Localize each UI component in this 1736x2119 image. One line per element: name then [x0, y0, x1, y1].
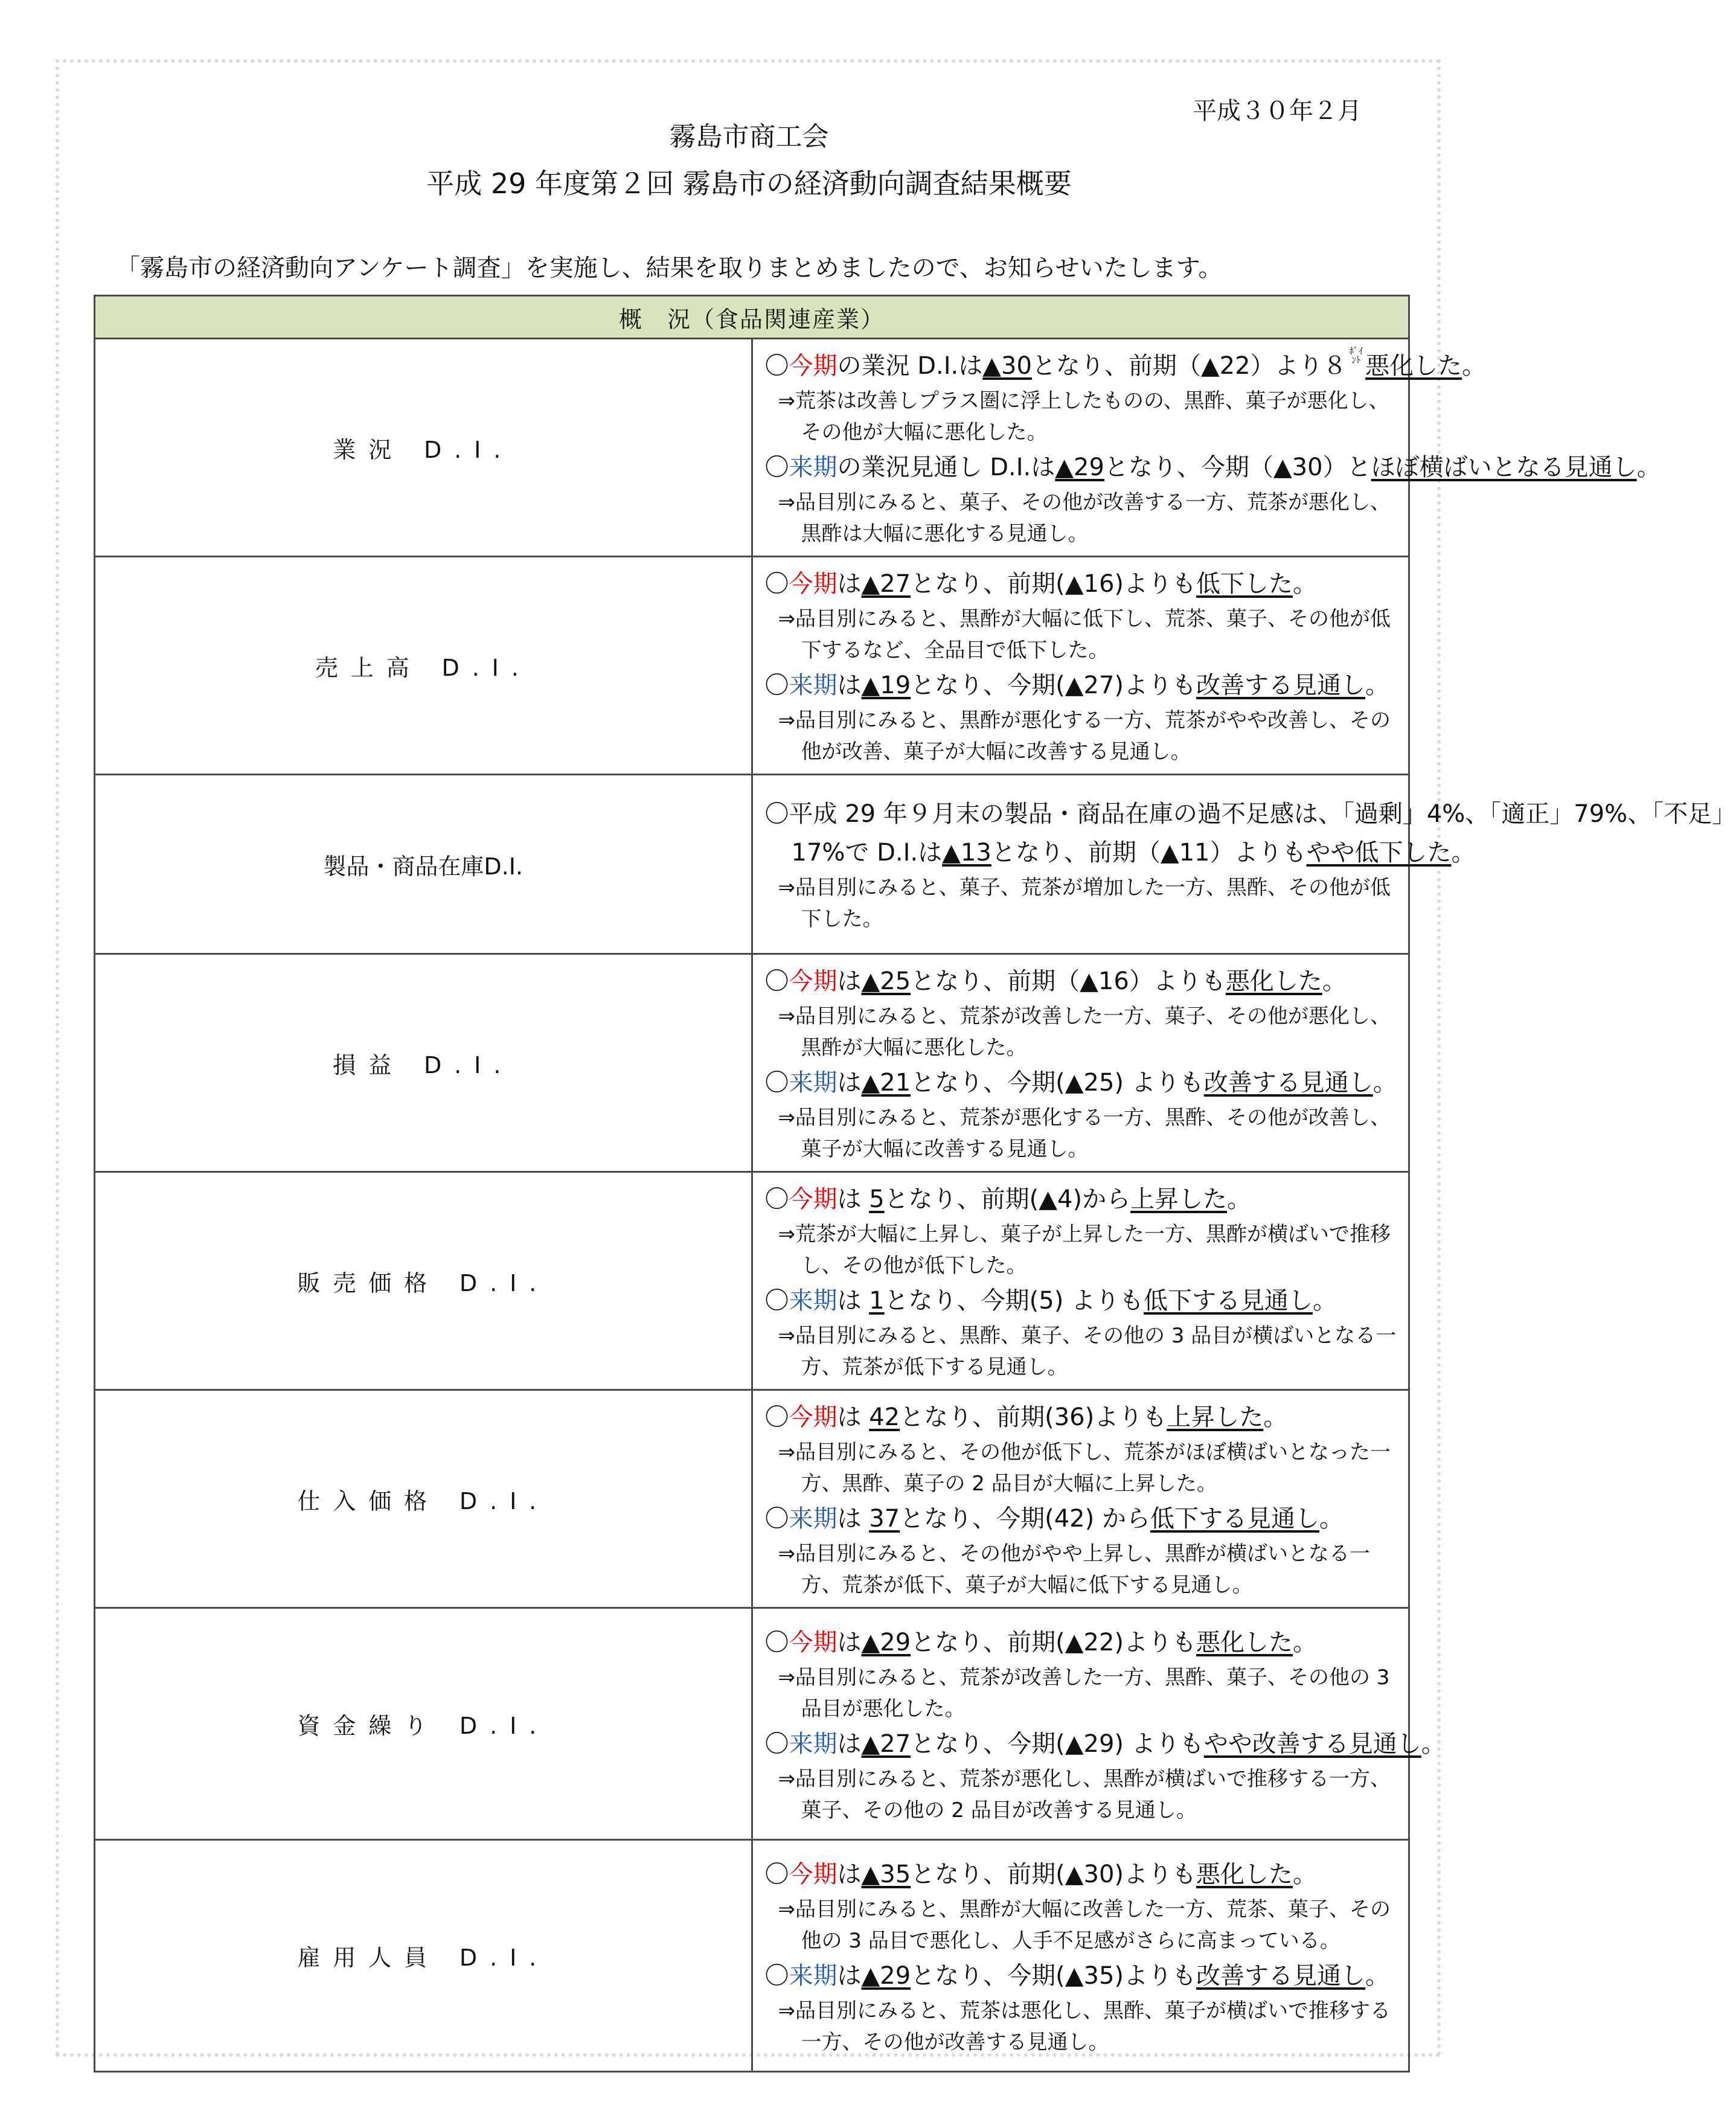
current-period-line: 〇今期は 5となり、前期(▲4)から上昇した。 [764, 1185, 1252, 1213]
next-period-detail: ⇒品目別にみると、菓子、その他が改善する一方、荒茶が悪化し、黒酢は大幅に悪化する見通し。 [778, 490, 1391, 546]
current-period-detail: ⇒品目別にみると、黒酢が大幅に改善した一方、荒茶、菓子、その他の 3 品目で悪化し、人手不足感がさらに高まっている。 [778, 1897, 1391, 1953]
points-unit: ﾎﾟｲ ﾝﾄ [1349, 345, 1363, 365]
inventory-line-2: 17%で D.I.は▲13となり、前期（▲11）よりもやや低下した。 [791, 839, 1476, 867]
row-label: 業況 D.I. [95, 339, 752, 557]
inventory-line-1: 〇平成 29 年９月末の製品・商品在庫の過不足感は、「過剰」4%、「適正」79%、「不足」 [764, 800, 1736, 828]
current-period-detail: ⇒品目別にみると、荒茶が改善した一方、黒酢、菓子、その他の 3 品目が悪化した。 [778, 1665, 1390, 1721]
table-row [95, 775, 1409, 954]
current-period-line: 〇今期は▲25となり、前期（▲16）よりも悪化した。 [764, 967, 1347, 995]
row-label: 売上高 D.I. [95, 557, 752, 775]
next-period-line: 〇来期は 1となり、今期(5) よりも低下する見通し。 [764, 1287, 1337, 1315]
row-label: 販売価格 D.I. [95, 1172, 752, 1390]
next-period-detail: ⇒品目別にみると、荒茶が悪化する一方、黒酢、その他が改善し、菓子が大幅に改善する見通し。 [778, 1106, 1391, 1161]
row-label: 資金繰り D.I. [95, 1608, 752, 1840]
table-row [95, 557, 1409, 775]
next-period-line: 〇来期は▲29となり、今期(▲35)よりも改善する見通し。 [764, 1961, 1390, 1990]
organization-name: 霧島市商工会 [669, 121, 829, 152]
table-header: 概 況（食品関連産業） [95, 296, 1409, 339]
table-row [95, 954, 1409, 1172]
table-header-row [95, 296, 1409, 339]
next-period-detail: ⇒品目別にみると、荒茶が悪化し、黒酢が横ばいで推移する一方、菓子、その他の 2 品目が改善する見通し。 [778, 1766, 1391, 1822]
next-period-line: 〇来期は▲19となり、今期(▲27)よりも改善する見通し。 [764, 672, 1390, 699]
table-row [95, 1390, 1409, 1608]
page-title: 平成 29 年度第２回 霧島市の経済動向調査結果概要 [426, 167, 1072, 200]
row-content [752, 1390, 1409, 1608]
current-period-detail: ⇒品目別にみると、黒酢が大幅に低下し、荒茶、菓子、その他が低下するなど、全品目で低下した。 [778, 607, 1391, 662]
current-period-detail: ⇒荒茶は改善しプラス圏に浮上したものの、黒酢、菓子が悪化し、その他が大幅に悪化した。 [778, 389, 1389, 444]
row-content [752, 1172, 1409, 1390]
row-content [752, 775, 1736, 954]
row-label: 製品・商品在庫D.I. [95, 775, 752, 954]
current-period-line: 〇今期は 42となり、前期(36)よりも上昇した。 [764, 1403, 1288, 1431]
current-period-line: 〇今期は▲27となり、前期(▲16)よりも低下した。 [764, 570, 1318, 598]
row-content [752, 1840, 1409, 2072]
table-row [95, 1172, 1409, 1390]
next-period-detail: ⇒品目別にみると、黒酢、菓子、その他の 3 品目が横ばいとなる一方、荒茶が低下する見通し。 [778, 1324, 1397, 1379]
row-label: 損益 D.I. [95, 954, 752, 1172]
current-period-line: 〇今期は▲29となり、前期(▲22)よりも悪化した。 [764, 1628, 1318, 1656]
table-row [95, 1840, 1409, 2072]
next-period-detail: ⇒品目別にみると、その他がやや上昇し、黒酢が横ばいとなる一方、荒茶が低下、菓子が大幅に低下する見通し。 [778, 1542, 1370, 1597]
row-content [752, 557, 1409, 775]
current-period-detail: ⇒品目別にみると、荒茶が改善した一方、菓子、その他が悪化し、黒酢が大幅に悪化した。 [778, 1004, 1391, 1060]
report-date: 平成３０年２月 [1193, 97, 1362, 125]
row-label: 仕入価格 D.I. [95, 1390, 752, 1608]
next-period-detail: ⇒品目別にみると、荒茶は悪化し、黒酢、菓子が横ばいで推移する一方、その他が改善する見通し。 [778, 1998, 1391, 2054]
next-period-line: 〇来期は▲27となり、今期(▲29) よりもやや改善する見通し。 [764, 1730, 1446, 1758]
next-period-detail: ⇒品目別にみると、黒酢が悪化する一方、荒茶がやや改善し、その他が改善、菓子が大幅に改善する見通し。 [778, 708, 1391, 764]
row-label: 雇用人員 D.I. [95, 1840, 752, 2072]
summary-table [94, 295, 1736, 2073]
row-content [752, 954, 1409, 1172]
next-period-line: 〇来期は 37となり、今期(42) から低下する見通し。 [764, 1505, 1344, 1533]
current-period-detail: ⇒荒茶が大幅に上昇し、菓子が上昇した一方、黒酢が横ばいで推移し、その他が低下した。 [778, 1222, 1391, 1278]
next-period-line: 〇来期の業況見通し D.I.は▲29となり、今期（▲30）とほぼ横ばいとなる見通し。 [764, 454, 1661, 481]
intro-text: 「霧島市の経済動向アンケート調査」を実施し、結果を取りまとめましたので、お知らせいたします。 [116, 254, 1223, 282]
next-period-line: 〇来期は▲21となり、今期(▲25) よりも改善する見通し。 [764, 1069, 1397, 1097]
table-row [95, 339, 1409, 557]
row-content [752, 1608, 1446, 1840]
inventory-detail: ⇒品目別にみると、菓子、荒茶が増加した一方、黒酢、その他が低下した。 [778, 876, 1391, 931]
row-content [752, 339, 1661, 557]
current-period-line: 〇今期は▲35となり、前期(▲30)よりも悪化した。 [764, 1860, 1318, 1888]
table-row [95, 1608, 1409, 1840]
current-period-detail: ⇒品目別にみると、その他が低下し、荒茶がほぼ横ばいとなった一方、黒酢、菓子の 2 品目が大幅に上昇した。 [778, 1440, 1391, 1496]
current-period-line: 〇今期の業況 D.I.は▲30となり、前期（▲22）より８ﾎﾟｲ ﾝﾄ 悪化した。 [764, 345, 1487, 380]
